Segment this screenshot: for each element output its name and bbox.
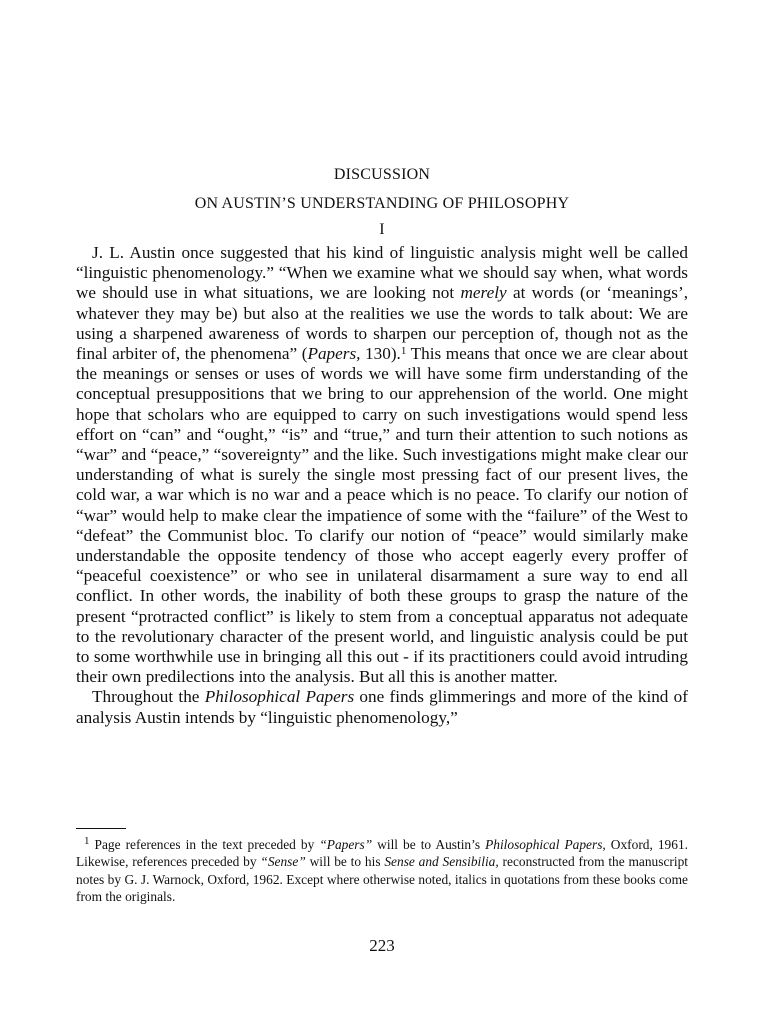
article-title: ON AUSTIN’S UNDERSTANDING OF PHILOSOPHY — [194, 195, 570, 212]
footnote-marker: 1 — [84, 835, 90, 847]
italic-run: Papers, — [307, 344, 361, 364]
text-run: 130). — [360, 344, 401, 364]
text-run: will be to Austin’s — [372, 837, 486, 852]
paragraph-1 — [76, 243, 688, 687]
section-label: DISCUSSION — [333, 166, 431, 183]
footnote-1 — [76, 836, 688, 906]
document-page — [76, 0, 688, 1024]
italic-run: “Sense” — [260, 854, 306, 870]
text-run: Throughout the — [92, 687, 205, 707]
footnote-reference: 1 — [400, 345, 407, 358]
body-text — [76, 243, 688, 728]
text-run: one finds glimmerings and more of the kind of analysis Austin intends by “linguistic phenomenology,” — [76, 687, 688, 727]
text-run: reconstructed from the manuscript notes by G. J. Warnock, Oxford, 1962. Except where otherwise noted, italics in quotations from these books come from the originals. — [76, 854, 688, 905]
text-run: Oxford, 1961. Likewise, references preceded by — [76, 837, 688, 870]
text-run: will be to his — [305, 854, 385, 870]
text-run: Page references in the text preceded by — [89, 837, 320, 852]
italic-run: “Papers” — [319, 837, 373, 852]
text-run: This means that once we are clear about the meanings or senses or uses of words we will have some firm understanding of the conceptual presuppositions that we bring to our apprehension of the world. One might hope that scholars who are equipped to carry on such investigations would spend less effort on “can” and “ought,” “is” and “true,” and turn their attention to such notions as “war” and “peace,” “sovereignty” and the like. Such investigations might make clear our understanding of what is surely the single most pressing fact of our present lives, the cold war, a war which is no war and a peace which is no peace. To clarify our notion of “war” would help to make clear the impatience of some with the “failure” of the West to “defeat” the Communist bloc. To clarify our notion of “peace” would similarly make understandable the opposite tendency of those who accept eagerly every proffer of “peaceful coexistence” or who see in unilateral disarmament a sure way to end all conflict. In other words, the inability of both these groups to grasp the nature of the present “protracted conflict” is likely to stem from a conceptual apparatus not adequate to the revolutionary character of the present world, and linguistic analysis could be put to some worthwhile use in bringing all this out - if its practitioners could avoid intruding their own predilections into the analysis. But all this is another matter. — [76, 344, 688, 687]
page-number: 223 — [369, 936, 395, 955]
italic-run: Philosophical Papers — [204, 687, 355, 707]
italic-run: merely — [460, 283, 507, 303]
italic-run: Philosophical Papers, — [485, 837, 606, 852]
text-run: J. L. Austin once suggested that his kind of linguistic analysis might well be called “linguistic phenomenology.” “When we examine what we should say when, what words we should use in what situations, we are looking not — [76, 243, 688, 303]
paragraph-2 — [76, 687, 688, 727]
text-run: at words (or ‘meanings’, whatever they may be) but also at the realities we use the words to talk about: We are using a sharpened awareness of words to sharpen our perception of, though not as the final arbiter of, the phenomena” ( — [76, 283, 688, 364]
italic-run: Sense and Sensibilia, — [384, 854, 499, 870]
footnote-divider — [76, 828, 126, 829]
part-numeral: I — [379, 221, 385, 238]
footnotes — [76, 836, 688, 906]
